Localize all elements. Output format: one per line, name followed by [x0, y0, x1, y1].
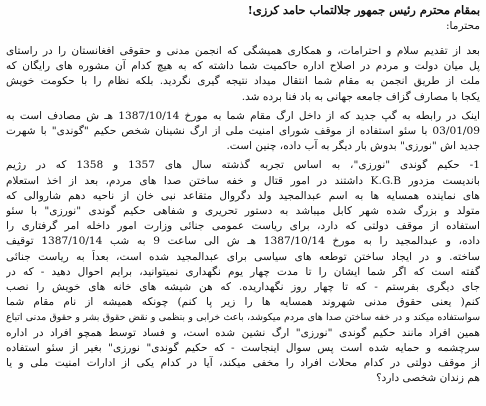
text-line: کنم( یعنی حقوق مدنی شهروند همسایه ها را زیر پا کنم) چونکه همیشه از نام مقام شما	[6, 296, 480, 309]
text-line: یکجا با مصارف گزاف جامعه جهانی به باد فنا برده شد.	[241, 90, 480, 103]
text-line: از موقف دولتی در کدام محلات افراد را مخفی میکند، آیا در کدام یکی از ادارات امنیت ملی و یا	[6, 357, 480, 370]
text-line: گفته است که اگر شما ایشان را تا مدت چهار یوم نگهداری نمیتوانید، برایم احوال دهید - که در	[6, 265, 480, 278]
text-line: ملت از طریق انجمن به مقام شما انتقال میداد نتیجه گیری نگردید. بلکه نظام را با حکومت خویش	[6, 75, 480, 88]
text-line: های نماینده همسایه ها به اسم عبدالمجید ولد دگروال متقاعد نبی خان از ناحیه دهم شاروالی که	[6, 189, 480, 202]
paragraph-point-1	[6, 158, 480, 386]
text-line: اینک در رابطه به گپ جدید که از داخل ارگ مقام شما به مورخ 1387/10/14 هـ ش مصادف است به	[6, 109, 480, 122]
text-line: پل میان دولت و مردم در اصلاح اداره حاکمیت شما داشته که به هیچ کدام آن مشوره های رایگان که	[6, 60, 480, 73]
text-line: ساخته. و در ایجاد ساختن توطعه های سیاسی برای عبدالمجید شده است، بعداً به ریاست جنائی	[6, 250, 480, 263]
text-line: هم زندان شخصی دارد؟	[376, 372, 480, 385]
text-line: 03/01/09 با سئو استفاده از موقف شورای امنیت ملی از ارگ نشینان شخص حکیم "گوندی" با شهرت	[6, 125, 480, 138]
paragraph-intro	[6, 44, 480, 105]
text-line: سرچشمه و حمایه شده است پس سوال اینجاست - که حکیم گوندی" نورزی" بغیر از سئو استفاده	[6, 341, 480, 354]
text-line: بعد از تقدیم سلام و احترامات، و همکاری همیشگی که انجمن مدنی و حقوقی افغانستان را در راستای	[6, 45, 480, 57]
text-line: باندیست مزدور K.G.B داشتند در امور قتال و خفه ساختن صدا های مردم، بعد از اخذ استعلام	[6, 174, 480, 187]
text-line: استفاده از موقف دولتی که دارد، برای ریاست عمومی جنائی وزارت امور داخله امر گرفتاری را	[6, 220, 480, 233]
text-line: متولد و بزرگ شده شهر کابل میباشد به دستور تحریری و شفاهی حکیم گوندی "نورزی" با سئو	[6, 205, 480, 218]
text-line: داده، و عبدالمجید را به مورخ 1387/10/14 هـ ش الی ساعت 9 به شب 1387/10/14 توقیف	[6, 235, 480, 248]
salutation: بمقام محترم رئیس جمهور جلالتماب حامد کرزی!	[247, 3, 480, 17]
paragraph-subject	[6, 109, 480, 155]
text-line: همین افراد مانند حکیم گوندی "نورزی" ارگ نشین شده است، و فساد توسط همچو افراد در اداره	[6, 326, 480, 339]
text-line: جدید اش "نورزی" بدوش بار دیگر به آب داده، چنین است.	[226, 140, 480, 153]
text-line: سواستفاده میکند و در خفه ساختن صدا های مردم میکوشد، باعث خرابی و بنظمی و نقض حقوق بشر و حقوق مدنی اتباع	[6, 312, 480, 324]
text-line: جای دیگری بفرستم - که تا چهار روز نگهداریده. که هن شیشه های خانه های خویش را نصب	[6, 281, 480, 294]
text-line: 1- حکیم گوندی "نورزی"، به اساس تجربه گذشته سال های 1357 و 1358 که در رژیم	[6, 159, 480, 172]
greeting: محترما:	[445, 20, 480, 32]
